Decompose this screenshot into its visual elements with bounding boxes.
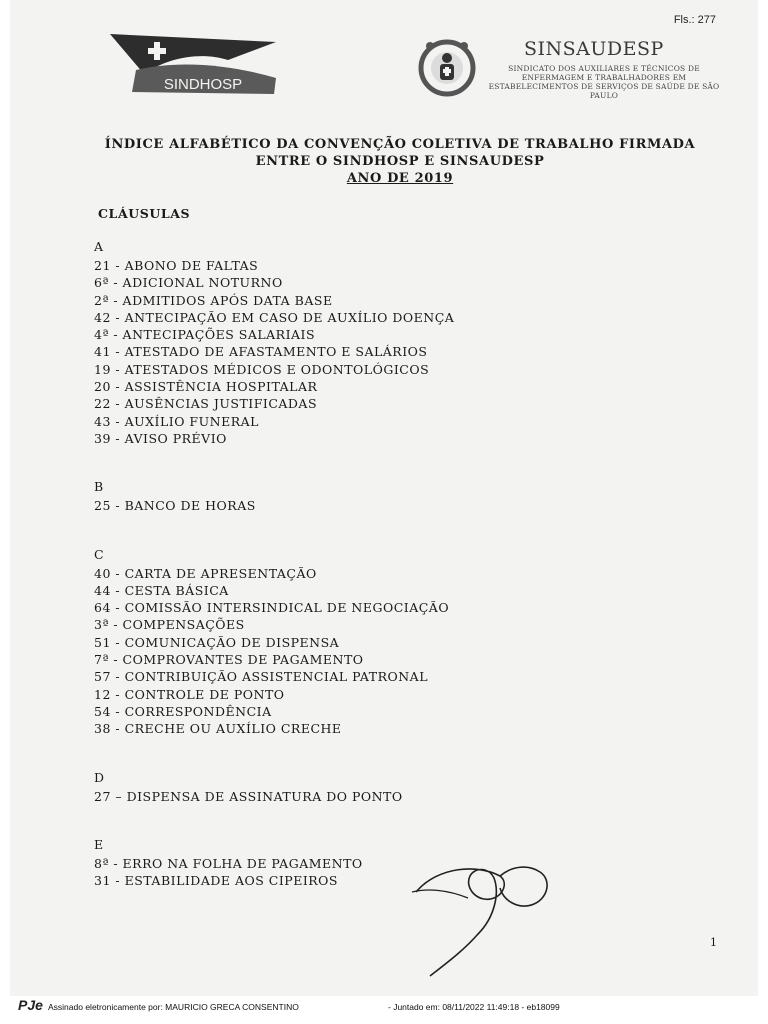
footer-bar [0,996,768,1024]
clause-entry: 39 - AVISO PRÉVIO [94,430,227,446]
clause-entry: 64 - COMISSÃO INTERSINDICAL DE NEGOCIAÇÃO [94,600,450,616]
clause-list [94,788,574,805]
clause-entry: 54 - CORRESPONDÊNCIA [94,703,272,719]
title-line-1: ÍNDICE ALFABÉTICO DA CONVENÇÃO COLETIVA DE TRABALHO FIRMADA [104,137,696,152]
clause-entry: 51 - COMUNICAÇÃO DE DISPENSA [94,634,340,650]
clause-entry: 42 - ANTECIPAÇÃO EM CASO DE AUXÍLIO DOENÇA [94,309,455,325]
group-c [94,545,574,738]
document-title [70,136,730,187]
clause-entry: 25 - BANCO DE HORAS [94,498,256,514]
group-b [94,477,574,514]
page-folio: Fls.: 277 [673,14,716,26]
clause-entry: 6ª - ADICIONAL NOTURNO [94,275,283,291]
title-year: ANO DE 2019 [346,171,454,186]
sindhosp-logo-text: SINDHOSP [163,76,243,93]
clause-entry: 7ª - COMPROVANTES DE PAGAMENTO [94,652,364,668]
clause-list [94,257,574,447]
group-letter: E [94,836,104,852]
clause-entry: 43 - AUXÍLIO FUNERAL [94,413,259,429]
clause-entry: 38 - CRECHE OU AUXÍLIO CRECHE [94,721,342,737]
group-d [94,768,574,805]
group-letter: B [94,479,104,495]
clause-index [94,237,574,919]
clause-entry: 3ª - COMPENSAÇÕES [94,617,245,633]
union-name: SINSAUDESP [524,38,664,60]
clause-entry: 57 - CONTRIBUIÇÃO ASSISTENCIAL PATRONAL [94,669,428,685]
clause-entry: 20 - ASSISTÊNCIA HOSPITALAR [94,379,318,395]
document-page [10,0,758,996]
clause-entry: 27 – DISPENSA DE ASSINATURA DO PONTO [94,788,403,804]
group-letter: D [94,769,105,785]
handwritten-signature [408,858,558,984]
pje-logo: PJe [18,997,43,1013]
group-letter: A [94,239,104,254]
sindhosp-logo [108,30,278,100]
clause-entry: 19 - ATESTADOS MÉDICOS E ODONTOLÓGICOS [94,361,430,377]
clause-entry: 12 - CONTROLE DE PONTO [94,686,285,702]
group-a [94,237,574,447]
clause-entry: 44 - CESTA BÁSICA [94,582,229,598]
page-number: 1 [710,936,717,949]
title-line-2: ENTRE O SINDHOSP E SINSAUDESP [255,154,545,169]
clause-entry: 4ª - ANTECIPAÇÕES SALARIAIS [94,327,316,343]
signed-by: Assinado eletronicamente por: MAURICIO GRECA CONSENTINO [48,1002,299,1012]
clause-entry: 41 - ATESTADO DE AFASTAMENTO E SALÁRIOS [94,344,428,360]
clause-list [94,565,574,738]
clause-entry: 22 - AUSÊNCIAS JUSTIFICADAS [94,396,318,412]
clause-entry: 40 - CARTA DE APRESENTAÇÃO [94,565,317,581]
sinsaudesp-emblem [416,36,478,100]
juntado-timestamp: - Juntado em: 08/11/2022 11:49:18 - eb18099 [388,1002,560,1012]
union-subtitle: SINDICATO DOS AUXILIARES E TÉCNICOS DE ENFERMAGEM E TRABALHADORES EM ESTABELECIMENTOS DE SERVIÇOS DE SAÚDE DE SÃO PAULO [488,64,720,100]
clause-entry: 31 - ESTABILIDADE AOS CIPEIROS [94,873,338,889]
clause-entry: 8ª - ERRO NA FOLHA DE PAGAMENTO [94,855,363,871]
clause-entry: 21 - ABONO DE FALTAS [94,258,259,273]
clause-list [94,497,574,514]
group-letter: C [94,546,104,562]
clause-entry: 2ª - ADMITIDOS APÓS DATA BASE [94,292,333,308]
section-heading: CLÁUSULAS [98,206,191,221]
